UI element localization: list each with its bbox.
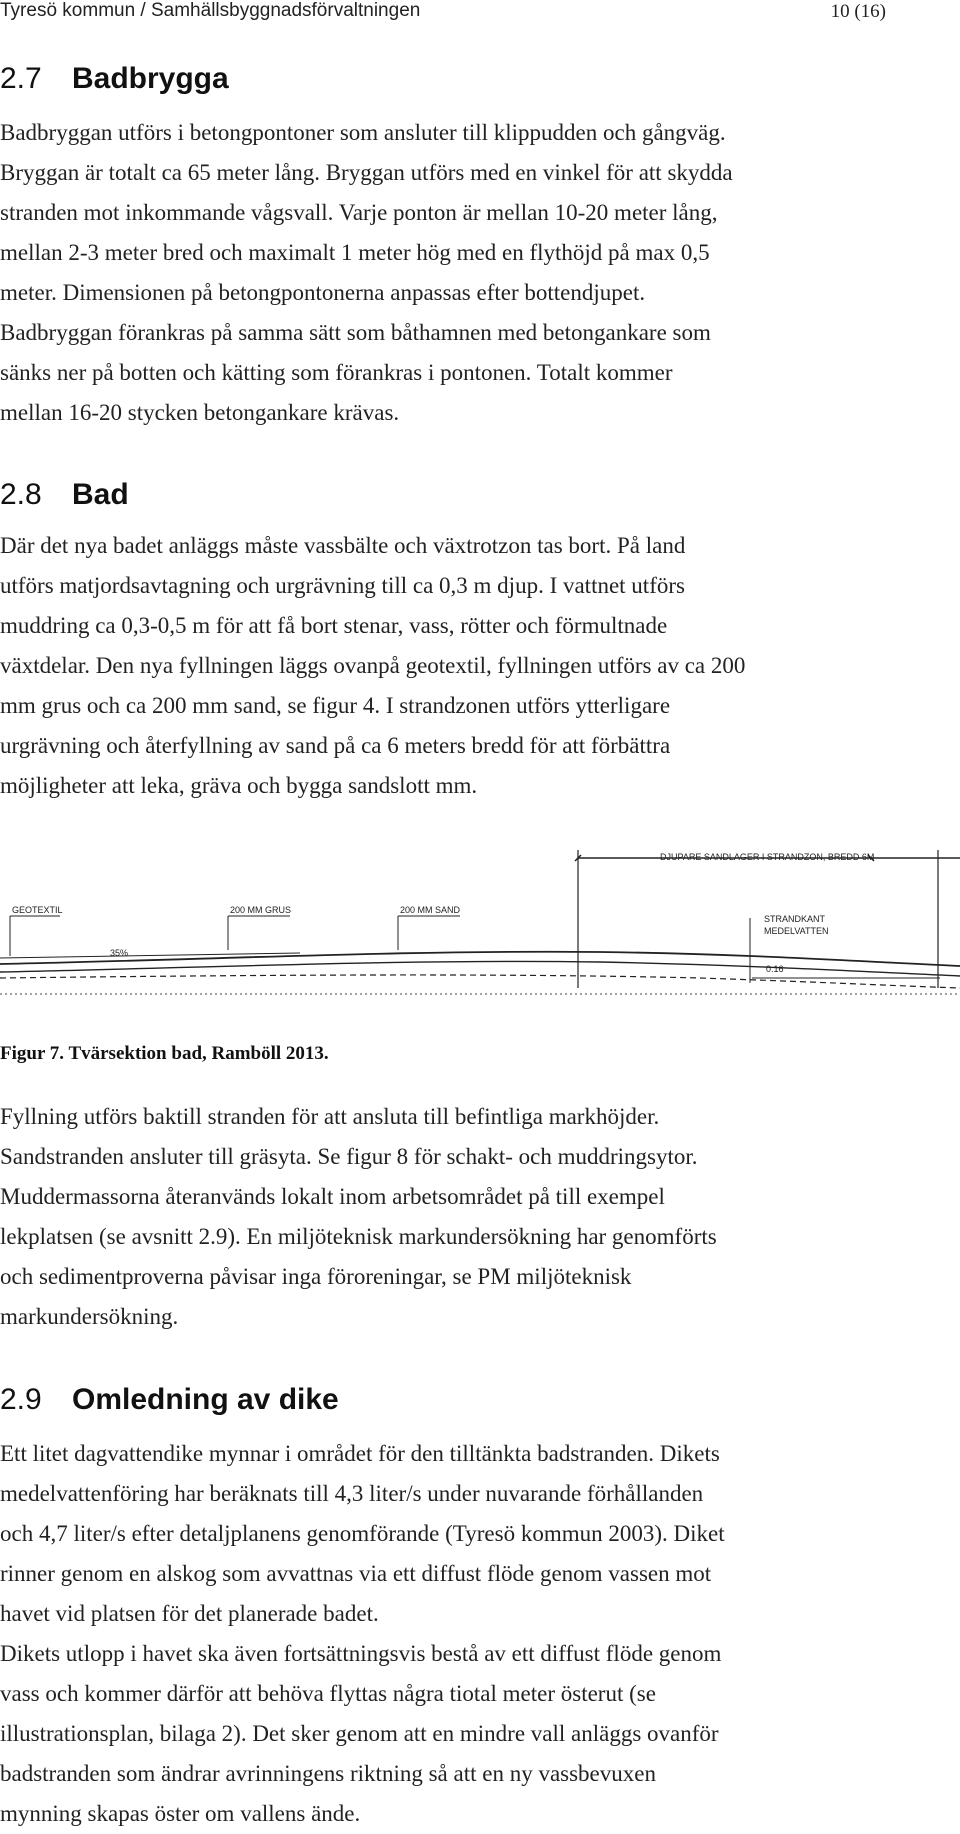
- label-grus: 200 MM GRUS: [230, 905, 292, 915]
- label-medelvatten: MEDELVATTEN: [764, 926, 829, 936]
- section-title: Omledning av dike: [72, 1383, 339, 1416]
- paragraph-omledning: [0, 1434, 900, 1834]
- text-line: markundersökning.: [0, 1304, 179, 1329]
- text-line: sänks ner på botten och kätting som förankras i pontonen. Totalt kommer: [0, 360, 673, 385]
- section-title: Badbrygga: [72, 62, 229, 95]
- text-line: möjligheter att leka, gräva och bygga sandslott mm.: [0, 773, 478, 798]
- label-djupare: DJUPARE SANDLAGER I STRANDZON, BREDD 6M: [660, 852, 875, 862]
- text-line: och 4,7 liter/s efter detaljplanens genomförande (Tyresö kommun 2003). Diket: [0, 1521, 725, 1546]
- figure-caption: Figur 7. Tvärsektion bad, Ramböll 2013.: [0, 1043, 329, 1064]
- text-line: växtdelar. Den nya fyllningen läggs ovanpå geotextil, fyllningen utförs av ca 200: [0, 653, 746, 678]
- header-organization: Tyresö kommun / Samhällsbyggnadsförvaltningen: [0, 0, 421, 21]
- paragraph-badbrygga: [0, 113, 900, 433]
- text-line: Muddermassorna återanvänds lokalt inom arbetsområdet på till exempel: [0, 1184, 665, 1209]
- text-line: mellan 2-3 meter bred och maximalt 1 meter hög med en flythöjd på max 0,5: [0, 240, 710, 265]
- text-line: Där det nya badet anläggs måste vassbälte och växtrotzon tas bort. På land: [0, 533, 686, 558]
- header-page-number: 10 (16): [830, 1, 886, 22]
- text-line: rinner genom en alskog som avvattnas via ett diffust flöde genom vassen mot: [0, 1561, 712, 1586]
- text-line: muddring ca 0,3-0,5 m för att få bort stenar, vass, rötter och förmultnade: [0, 613, 668, 638]
- section-number: 2.7: [0, 62, 42, 95]
- text-line: utförs matjordsavtagning och urgrävning till ca 0,3 m djup. I vattnet utförs: [0, 573, 685, 598]
- text-line: mellan 16-20 stycken betongankare krävas.: [0, 400, 400, 425]
- section-heading-2-8: [0, 478, 129, 512]
- cross-section-figure: [0, 838, 960, 998]
- ground-line-middle: [0, 961, 960, 976]
- label-depth: 0.16: [766, 964, 784, 974]
- ground-line-dashed: [0, 975, 960, 988]
- text-line: badstranden som ändrar avrinningens riktning så att en ny vassbevuxen: [0, 1761, 656, 1786]
- section-number: 2.8: [0, 478, 42, 511]
- section-title: Bad: [72, 478, 129, 511]
- label-slope: 35%: [110, 948, 129, 958]
- section-number: 2.9: [0, 1383, 42, 1416]
- text-line: stranden mot inkommande vågsvall. Varje ponton är mellan 10-20 meter lång,: [0, 200, 718, 225]
- text-line: vass och kommer därför att behöva flyttas några tiotal meter österut (se: [0, 1681, 656, 1706]
- text-line: Bryggan är totalt ca 65 meter lång. Bryggan utförs med en vinkel för att skydda: [0, 160, 733, 185]
- text-line: mm grus och ca 200 mm sand, se figur 4. I strandzonen utförs ytterligare: [0, 693, 671, 718]
- text-line: medelvattenföring har beräknats till 4,3 liter/s under nuvarande förhållanden: [0, 1481, 704, 1506]
- text-line: och sedimentproverna påvisar inga föroreningar, se PM miljöteknisk: [0, 1264, 632, 1289]
- label-geotextil: GEOTEXTIL: [12, 905, 63, 915]
- text-line: lekplatsen (se avsnitt 2.9). En miljöteknisk markundersökning har genomförts: [0, 1224, 717, 1249]
- text-line: Dikets utlopp i havet ska även fortsättningsvis bestå av ett diffust flöde genom: [0, 1641, 722, 1666]
- text-line: Badbryggan utförs i betongpontoner som ansluter till klippudden och gångväg.: [0, 120, 726, 145]
- cross-section-drawing: [0, 838, 960, 998]
- text-line: meter. Dimensionen på betongpontonerna anpassas efter bottendjupet.: [0, 280, 646, 305]
- text-line: Badbryggan förankras på samma sätt som båthamnen med betongankare som: [0, 320, 711, 345]
- ground-line-top: [0, 952, 960, 966]
- section-heading-2-7: [0, 62, 229, 96]
- section-heading-2-9: [0, 1383, 339, 1417]
- text-line: urgrävning och återfyllning av sand på ca 6 meters bredd för att förbättra: [0, 733, 671, 758]
- text-line: havet vid platsen för det planerade badet.: [0, 1601, 379, 1626]
- text-line: mynning skapas öster om vallens ände.: [0, 1801, 361, 1826]
- paragraph-bad: [0, 526, 900, 806]
- label-strandkant: STRANDKANT: [764, 914, 826, 924]
- text-line: illustrationsplan, bilaga 2). Det sker genom att en mindre vall anläggs ovanför: [0, 1721, 719, 1746]
- page-header: [0, 0, 960, 28]
- text-line: Fyllning utförs baktill stranden för att ansluta till befintliga markhöjder.: [0, 1104, 660, 1129]
- text-line: Sandstranden ansluter till gräsyta. Se figur 8 för schakt- och muddringsytor.: [0, 1144, 698, 1169]
- label-sand: 200 MM SAND: [400, 905, 461, 915]
- paragraph-fyllning: [0, 1097, 900, 1337]
- text-line: Ett litet dagvattendike mynnar i området för den tilltänkta badstranden. Dikets: [0, 1441, 720, 1466]
